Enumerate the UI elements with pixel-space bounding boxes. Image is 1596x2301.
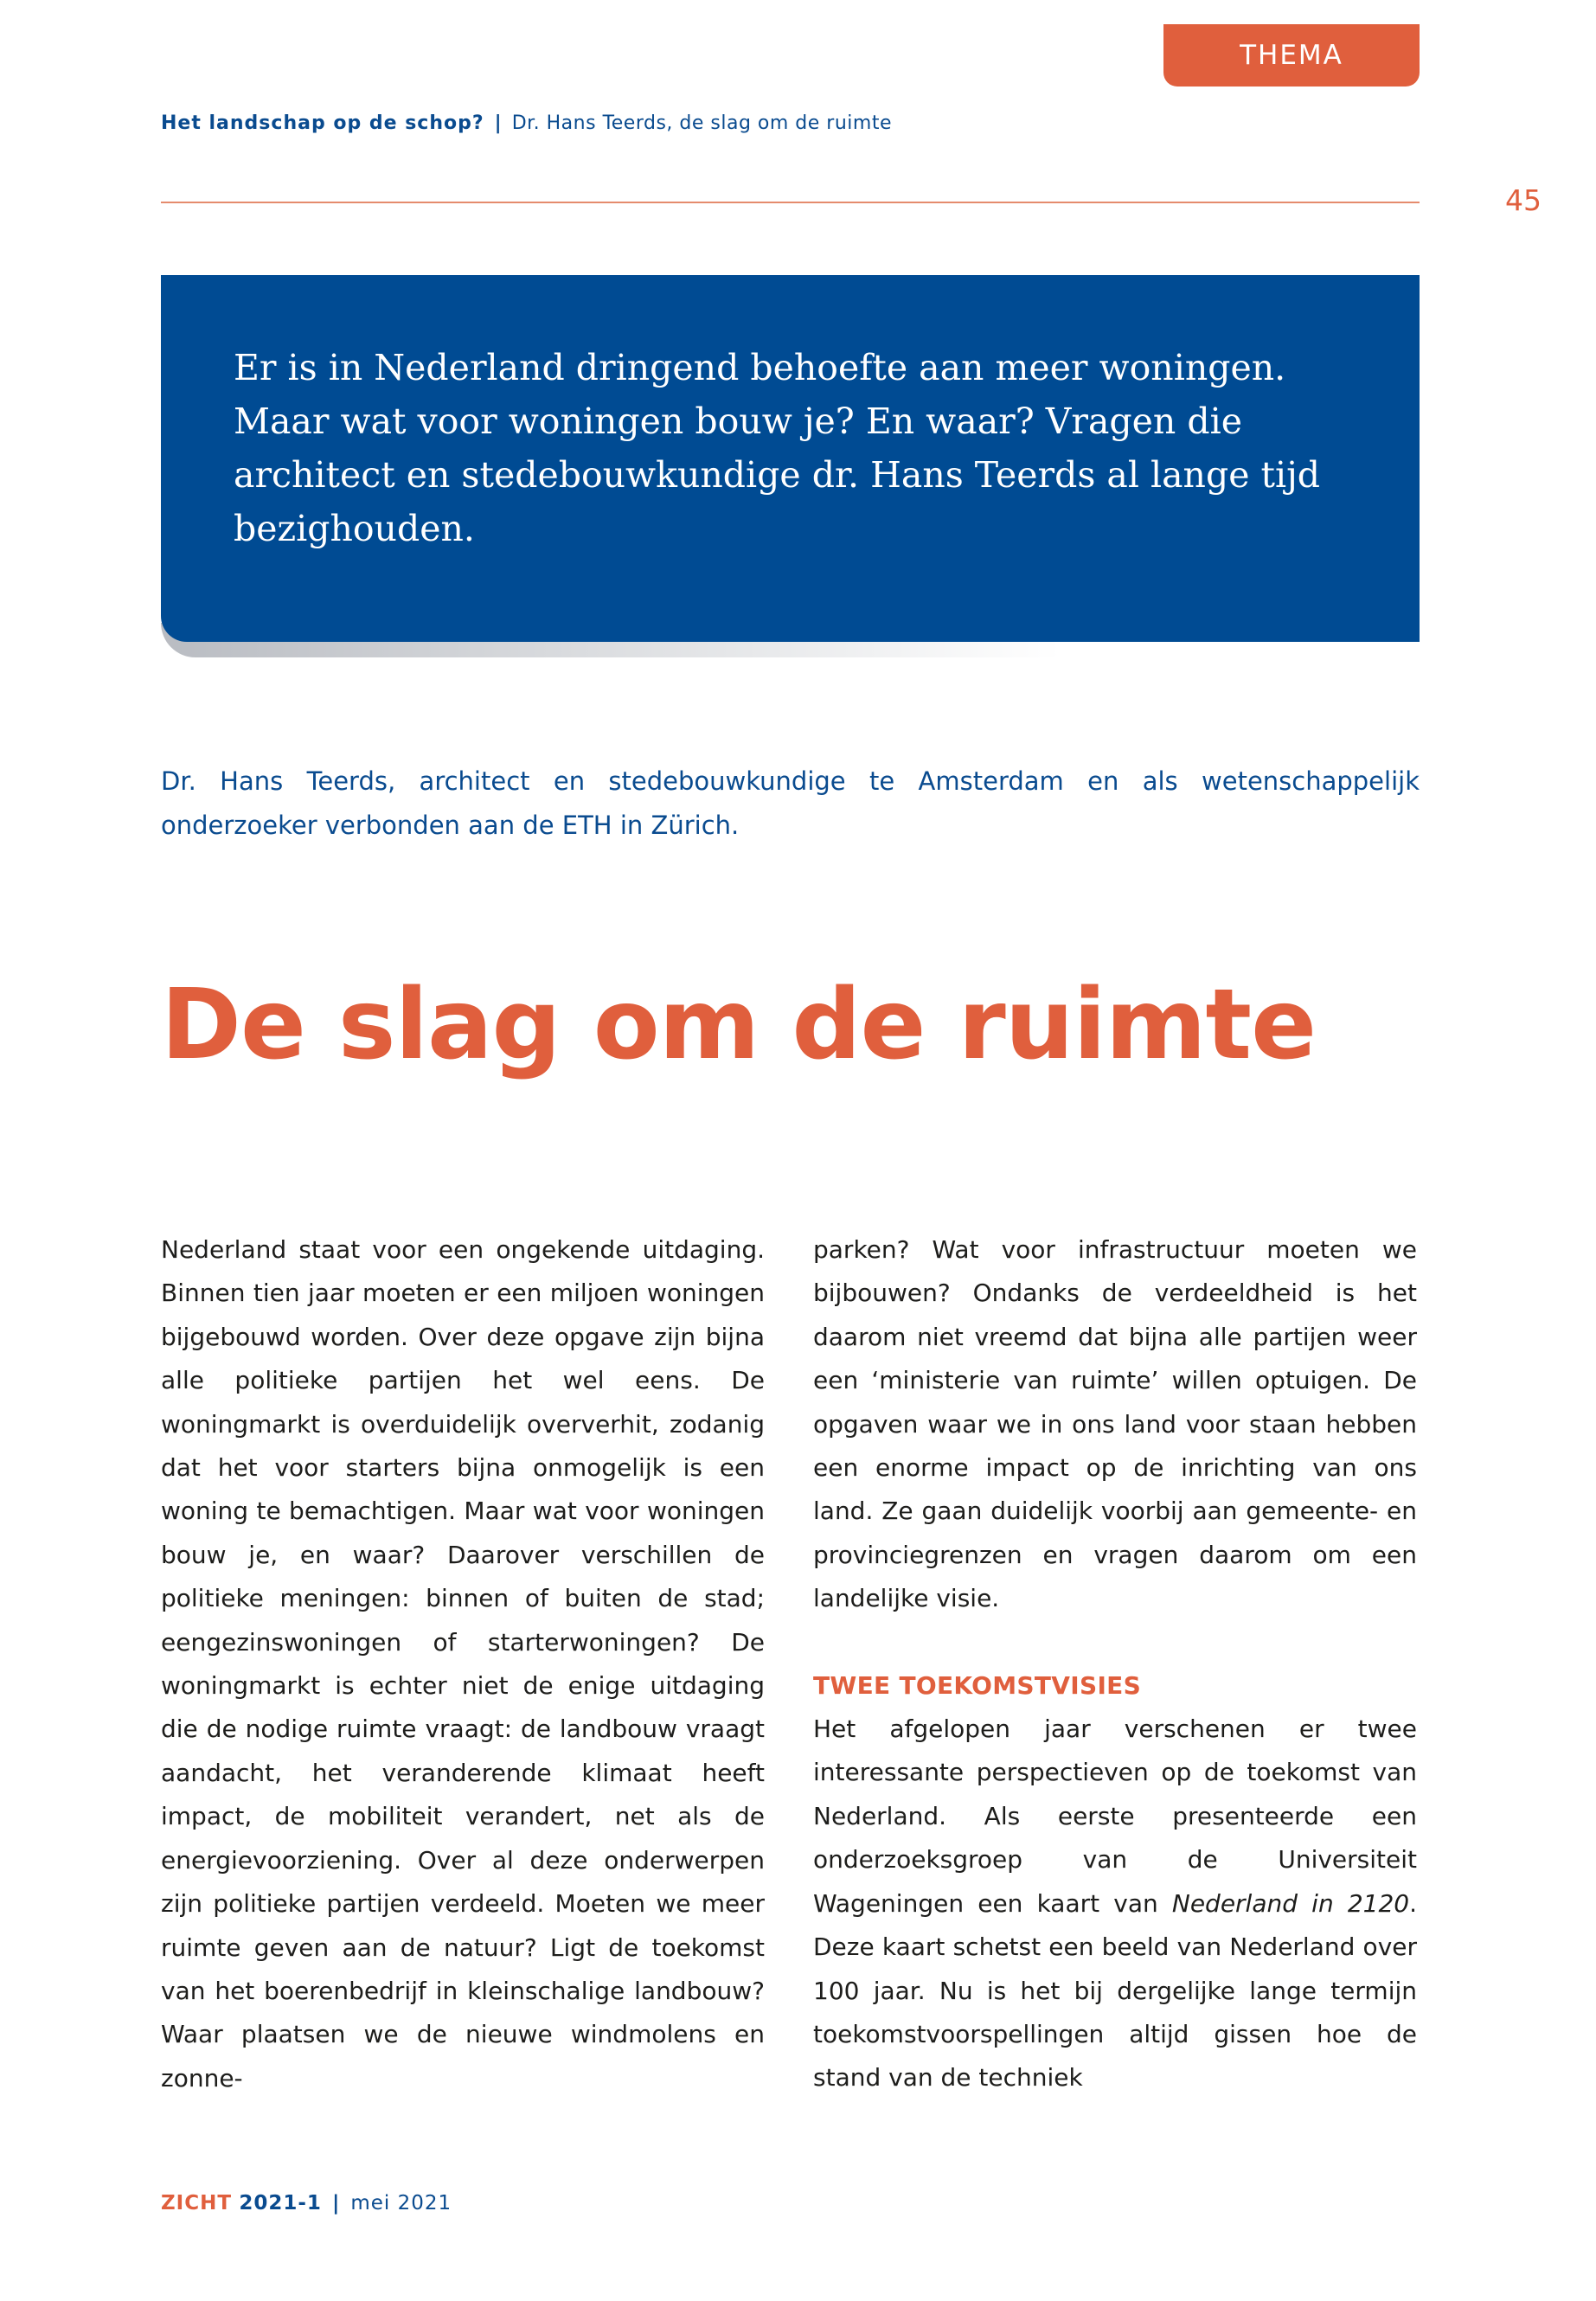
- italic-title: Nederland in 2120: [1171, 1888, 1410, 1918]
- body-text: . Deze kaart schetst een beeld van Nederland over 100 jaar. Nu is het bij dergelijke lange termijn toekomstvoorspellingen altijd gissen hoe de stand van de techniek: [813, 1888, 1418, 2093]
- issue-number: 2021-1: [239, 2192, 322, 2214]
- page-footer: [161, 2192, 452, 2214]
- article-headline: De slag om de ruimte: [161, 969, 1317, 1081]
- section-subheading: TWEE TOEKOMSTVISIES: [813, 1670, 1142, 1700]
- running-subtitle: Dr. Hans Teerds, de slag om de ruimte: [511, 112, 892, 134]
- author-note: Dr. Hans Teerds, architect en stedebouwkundige te Amsterdam en als wetenschappelijk onderzoeker verbonden aan de ETH in Zürich.: [161, 766, 1420, 840]
- intro-text: Er is in Nederland dringend behoefte aan meer woningen. Maar wat voor woningen bouw je? En waar? Vragen die architect en stedebouwkundige dr. Hans Teerds al lange tijd bezighouden.: [234, 347, 1321, 549]
- body-paragraph: [813, 1708, 1417, 2100]
- body-paragraph: parken? Wat voor infrastructuur moeten we bijbouwen? Ondanks de verdeeldheid is het daarom niet vreemd dat bijna alle partijen weer een ‘ministerie van ruimte’ willen optuigen. De opgaven waar we in ons land voor staan hebben een enorme impact op de inrichting van ons land. Ze gaan duidelijk voorbij aan gemeente- en provinciegrenzen en vragen daarom om een landelijke visie.: [813, 1235, 1417, 1613]
- running-head: [161, 112, 892, 134]
- running-title: Het landschap op de schop?: [161, 112, 484, 134]
- body-column-right: [813, 1228, 1417, 2100]
- page-number: 45: [1505, 183, 1542, 217]
- issue-date: mei 2021: [350, 2192, 452, 2214]
- body-text: Het afgelopen jaar verschenen er twee interessante perspectieven op de toekomst van Nederland. Als eerste presenteerde een onderzoeksgroep van de Universiteit Wageningen een kaart van: [813, 1715, 1417, 1918]
- body-column-left: [161, 1228, 765, 2100]
- body-paragraph: Nederland staat voor een ongekende uitdaging. Binnen tien jaar moeten er een miljoen woningen bijgebouwd worden. Over deze opgave zijn bijna alle politieke partijen het wel eens. De woningmarkt is overduidelijk oververhit, zodanig dat het voor starters bijna onmogelijk is een woning te bemachtigen. Maar wat voor woningen bouw je, en waar? Daarover verschillen de politieke meningen: binnen of buiten de stad; eengezinswoningen of starterwoningen? De woningmarkt is echter niet de enige uitdaging die de nodige ruimte vraagt: de landbouw vraagt aandacht, het veranderende klimaat heeft impact, de mobiliteit verandert, net als de energievoorziening. Over al deze onderwerpen zijn politieke partijen verdeeld. Moeten we meer ruimte geven aan de natuur? Ligt de toekomst van het boerenbedrijf in kleinschalige landbouw? Waar plaatsen we de nieuwe windmolens en zonne-: [161, 1235, 765, 2093]
- header-rule: [161, 202, 1420, 203]
- footer-separator: |: [331, 2192, 341, 2214]
- section-tab: THEMA: [1163, 24, 1420, 87]
- running-head-separator: |: [494, 112, 502, 134]
- magazine-name: ZICHT: [161, 2192, 233, 2214]
- intro-box: [161, 275, 1420, 642]
